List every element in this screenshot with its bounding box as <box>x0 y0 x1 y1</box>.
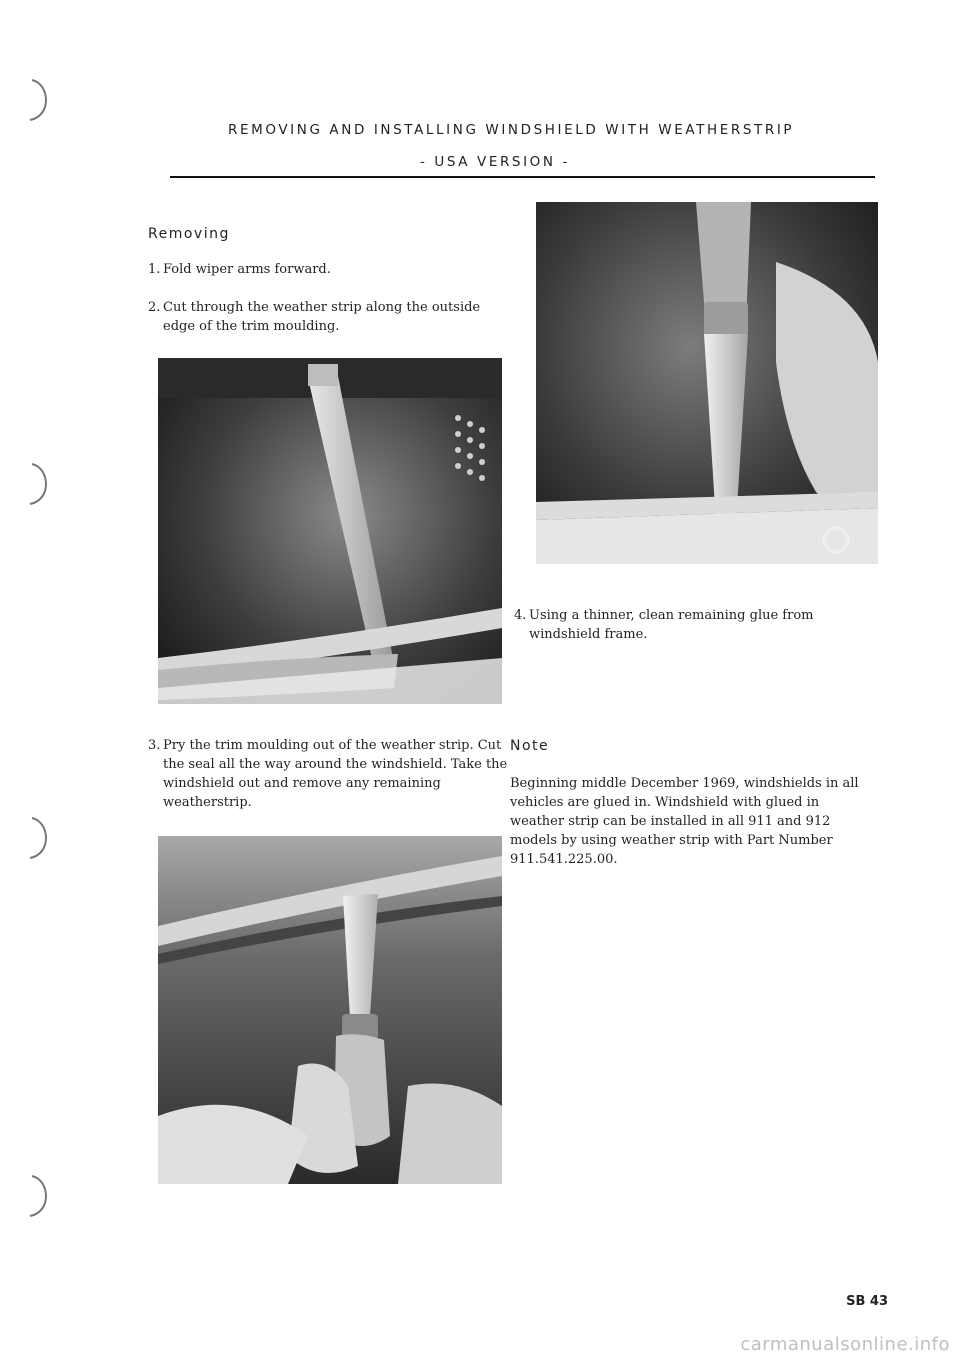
section-heading-removing: Removing <box>148 226 230 242</box>
step-text: Cut through the weather strip along the outside edge of the trim moulding. <box>163 300 481 334</box>
step-text: Pry the trim moulding out of the weather strip. Cut the seal all the way around the windshield. Take the windshield out and remove any remaining weatherstrip. <box>163 738 508 810</box>
binder-hole-mark <box>24 1172 54 1220</box>
step-text: Using a thinner, clean remaining glue from windshield frame. <box>529 608 814 642</box>
binder-hole-mark <box>24 460 54 508</box>
step-number: 3. <box>148 738 161 753</box>
photo-knife-cutting-weatherstrip <box>158 358 502 704</box>
photo-prying-trim-moulding <box>158 836 502 1184</box>
note-text: Beginning middle December 1969, windshields in all vehicles are glued in. Windshield with glued in weather strip can be installed in all 911 and 912 models by using weather strip with Part Number 911.541.225.00. <box>510 776 859 867</box>
step-text: Fold wiper arms forward. <box>163 262 331 277</box>
step-number: 1. <box>148 262 161 277</box>
note-heading: Note <box>510 738 550 754</box>
binder-hole-mark <box>24 814 54 862</box>
page-subtitle: - USA VERSION - <box>420 154 570 170</box>
step-number: 4. <box>514 608 527 623</box>
step-number: 2. <box>148 300 161 315</box>
page-label: SB 43 <box>846 1294 888 1309</box>
binder-hole-mark <box>24 76 54 124</box>
watermark: carmanualsonline.info <box>740 1334 950 1355</box>
header-rule <box>170 176 875 178</box>
page-title: REMOVING AND INSTALLING WINDSHIELD WITH WEATHERSTRIP <box>228 122 795 138</box>
photo-knife-cleaning-frame <box>536 202 878 564</box>
